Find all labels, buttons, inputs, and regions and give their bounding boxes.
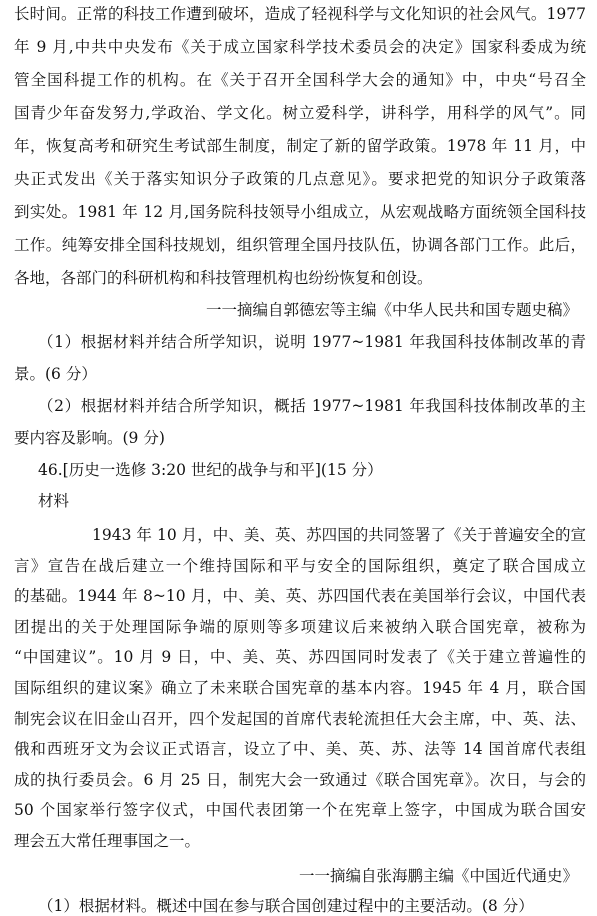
- passage-2-line-9: 成的执行委员会。6 月 25 日，制宪大会一致通过《联合国宪章》。次日，与会的: [14, 770, 586, 789]
- passage-1-source: 一一摘编自郭德宏等主编《中华人民共和国专题史稿》: [205, 301, 578, 319]
- passage-1-line-8: 工作。纯筹安排全国科技规划，组织管理全国丹技队伍，协调各部门工作。此后，: [14, 236, 586, 254]
- passage-2-line-11: 理会五大常任理事国之一。: [14, 832, 201, 850]
- question-1-line-1: （1）根据材料并结合所学知识，说明 1977~1981 年我国科技体制改革的青: [38, 333, 586, 351]
- question-2-line-1: （2）根据材料并结合所学知识，概括 1977~1981 年我国科技体制改革的主: [38, 397, 586, 415]
- material-label: 材料: [38, 492, 70, 510]
- passage-2-line-8: 俄和西班牙文为会议正式语言，设立了中、美、英、苏、法等 14 国首席代表组: [14, 740, 586, 759]
- passage-2-line-7: 制宪会议在旧金山召开，四个发起国的首席代表轮流担任大会主席，中、英、法、: [14, 709, 586, 728]
- question-3-line-1: （1）根据材料。概述中国在参与联合国创建过程中的主要活动。(8 分）: [38, 896, 534, 915]
- passage-2-source: 一一摘编自张海鹏主编《中国近代通史》: [298, 866, 578, 885]
- passage-2-line-1: 1943 年 10 月，中、美、英、苏四国的共同签署了《关于普遍安全的宣: [92, 526, 586, 544]
- question-1-line-2: 景。(6 分）: [14, 365, 97, 383]
- passage-1-line-4: 国青少年奋发努力,学政治、学文化。树立爱科学，讲科学，用科学的风气”。同: [14, 104, 586, 122]
- passage-2-line-10: 50 个国家举行签字仪式，中国代表团第一个在宪章上签字，中国成为联合国安: [14, 801, 586, 820]
- question-2-line-2: 要内容及影响。(9 分): [14, 429, 165, 447]
- passage-1-line-5: 年，恢复高考和研究生考试部生制度，制定了新的留学政策。1978 年 11 月，中: [14, 137, 586, 155]
- passage-1-line-9: 各地，各部门的科研机构和科技管理机构也纷纷恢复和创设。: [14, 269, 433, 287]
- passage-1-line-2: 年 9 月,中共中央发布《关于成立国家科学技术委员会的决定》国家科委成为统: [14, 38, 586, 56]
- passage-1-line-3: 管全国科提工作的机构。在《关于召开全国科学大会的通知》中，中央“号召全: [14, 71, 586, 89]
- passage-1-line-7: 到实处。1981 年 12 月,国务院科技领导小组成立，从宏观战略方面统领全国科技: [14, 203, 586, 221]
- passage-2-line-3: 的基础。1944 年 8~10 月，中、美、英、苏四国代表在美国举行会议，中国代表: [14, 587, 586, 606]
- passage-1-line-1: 长时间。正常的科技工作遭到破坏，造成了轻视科学与文化知识的社会风气。1977: [14, 5, 586, 23]
- passage-1-line-6: 央正式发出《关于落实知识分子政策的几点意见》。要求把党的知识分子政策落: [14, 170, 586, 188]
- passage-2-line-5: “中国建议”。10 月 9 日，中、美、英、苏四国同时发表了《关于建立普遍性的: [14, 648, 586, 667]
- passage-2-line-2: 言》宣告在战后建立一个维持国际和平与安全的国际组织，奠定了联合国成立: [14, 556, 586, 575]
- passage-2-line-4: 团提出的关于处理国际争端的原则等多项建议后来被纳入联合国宪章，被称为: [14, 617, 586, 636]
- section-46-heading: 46.[历史一选修 3:20 世纪的战争与和平](15 分）: [38, 461, 383, 479]
- passage-2-line-6: 国际组织的建议案》确立了未来联合国宪章的基本内容。1945 年 4 月，联合国: [14, 679, 586, 697]
